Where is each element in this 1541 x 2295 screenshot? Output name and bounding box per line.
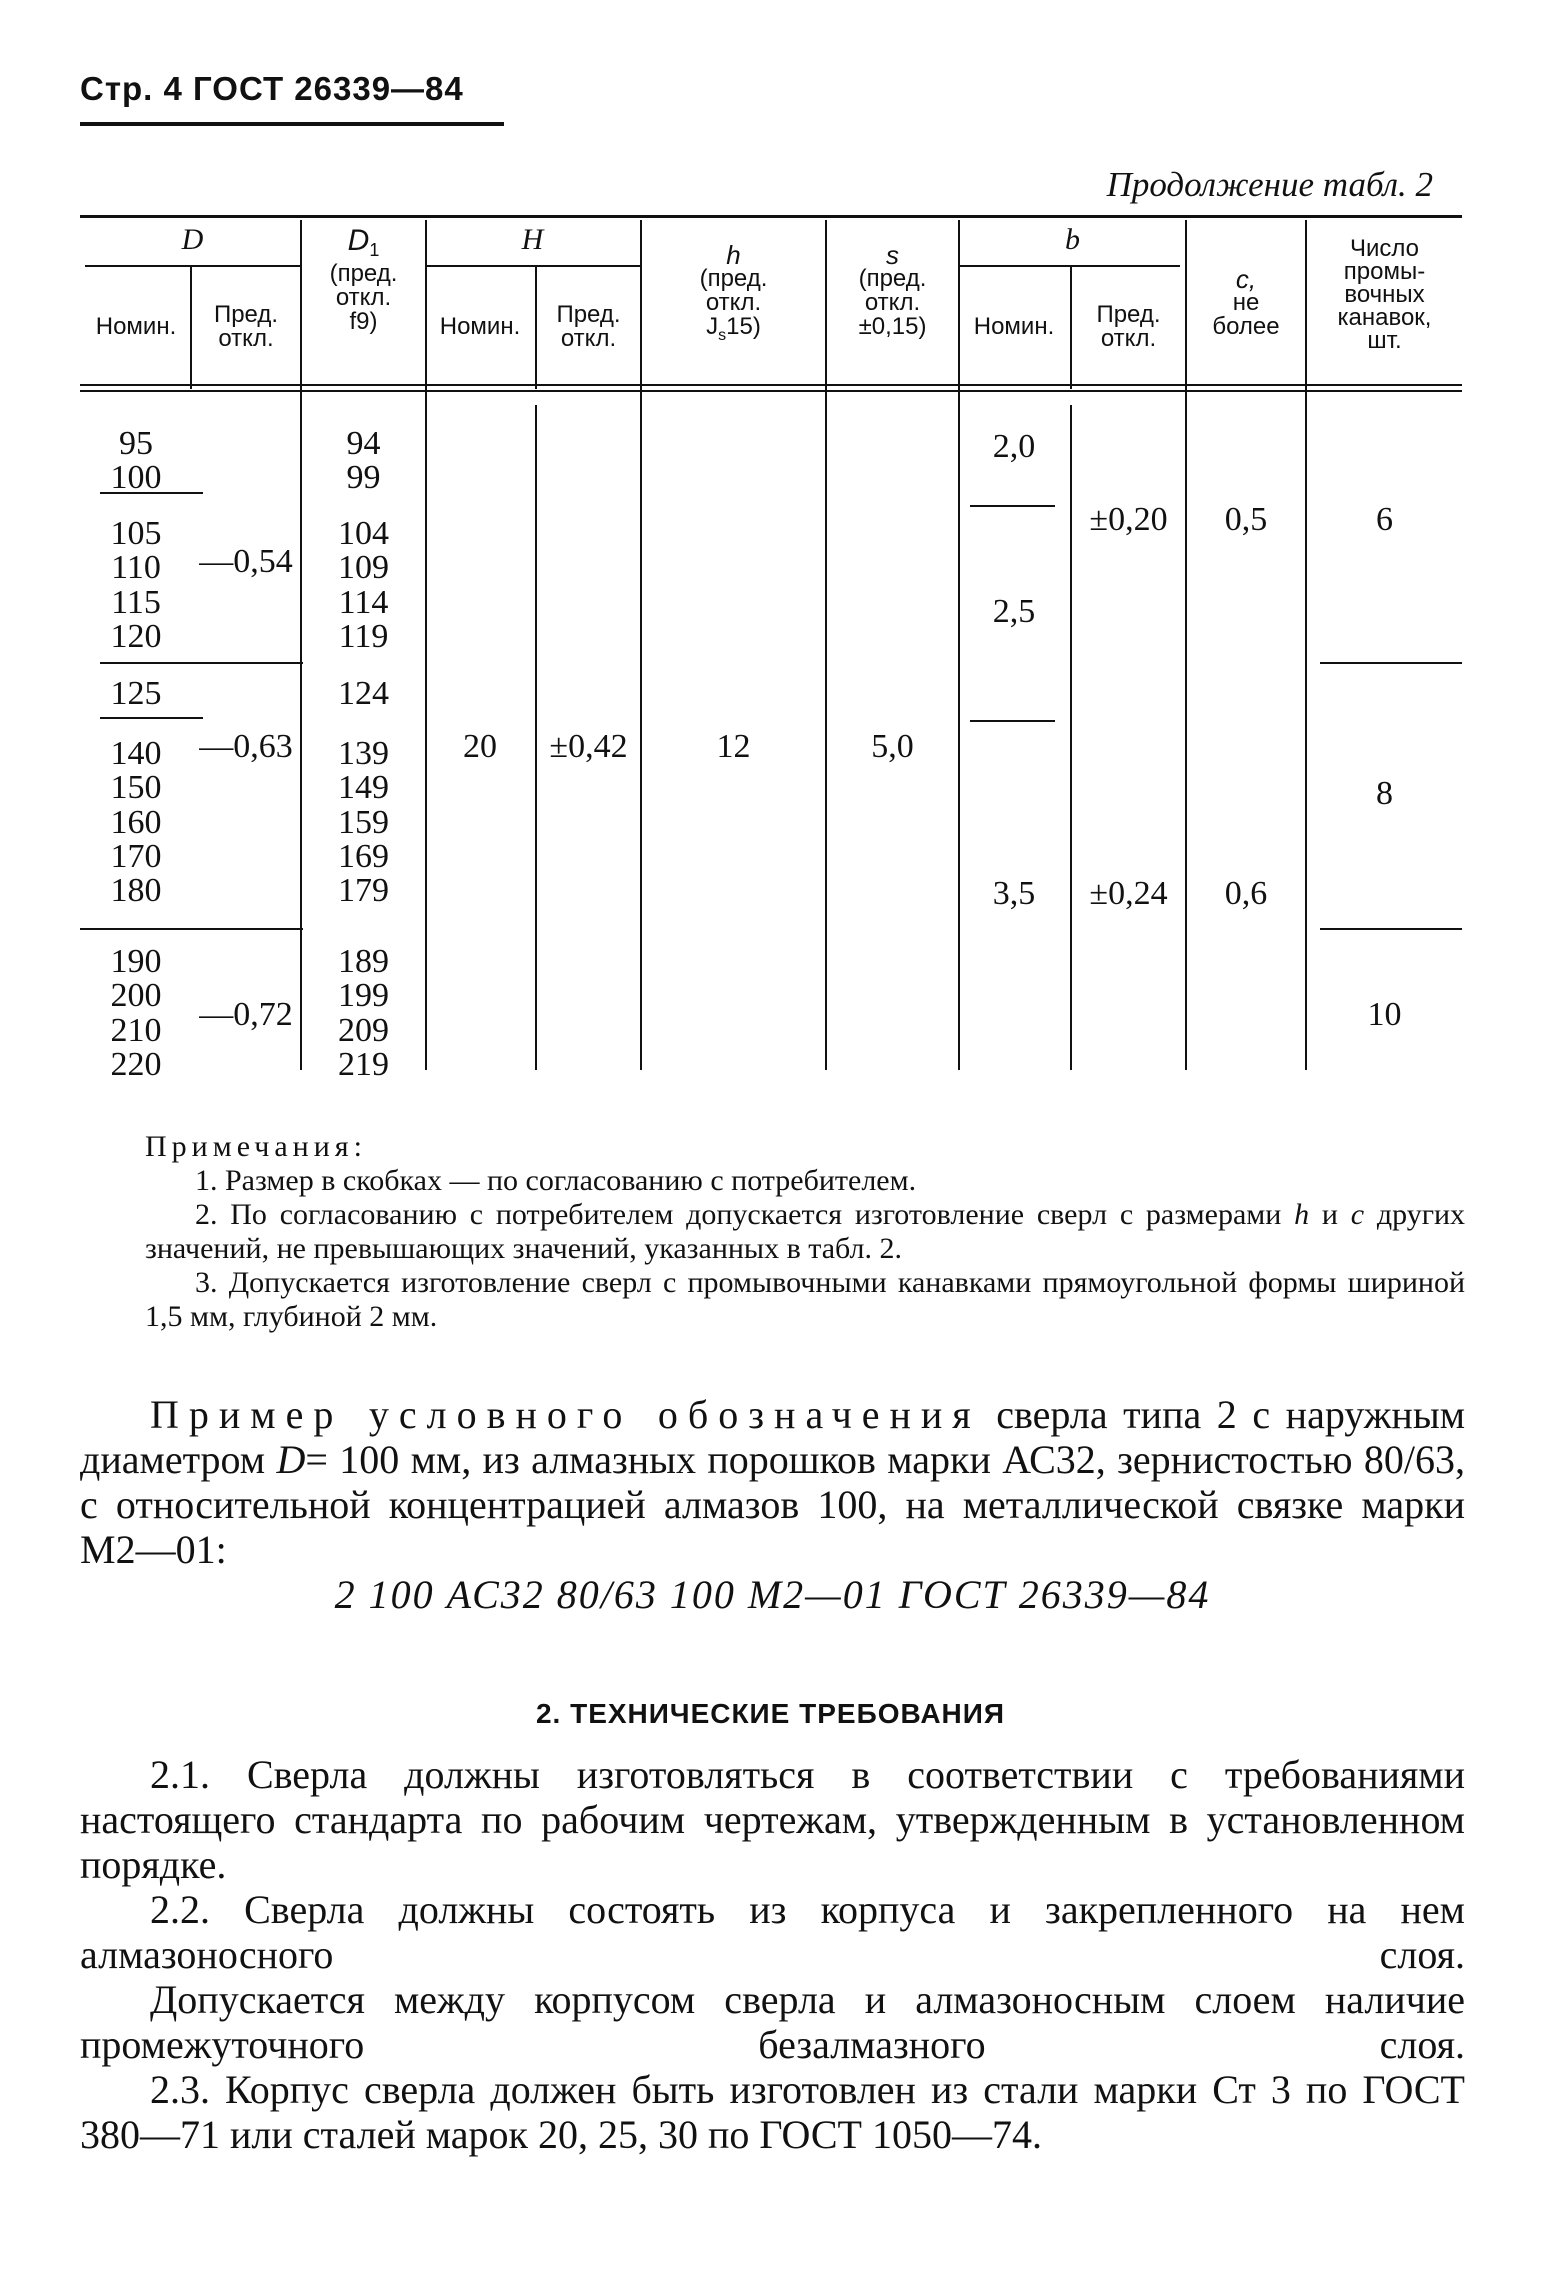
cell-h: 12: [716, 728, 751, 765]
header-H-dev-line2: откл.: [560, 325, 617, 352]
header-D-nominal: Номин.: [95, 313, 177, 340]
group-rule: [200, 662, 303, 664]
table-cell: 199: [338, 977, 389, 1015]
table-cell: 139: [338, 735, 389, 772]
group-rule: [80, 928, 203, 930]
col-rule: [425, 220, 427, 1070]
note-1: 1. Размер в скобках — по согласованию с потребителем.: [195, 1164, 917, 1197]
header-h: [642, 240, 825, 348]
cell-grooves: 10: [1367, 996, 1402, 1033]
col-D1-group: [302, 427, 425, 496]
dimensions-table: [80, 215, 1462, 1120]
table-top-rule: [80, 215, 1462, 218]
group-rule: [970, 505, 1055, 507]
note-2-part-a: 2. По согласованию с потребителем допускается изготовление сверл с размерами: [195, 1198, 1282, 1231]
table-cell: 124: [338, 675, 389, 712]
table-cell: 150: [110, 769, 162, 807]
header-D1-main: D: [347, 224, 370, 257]
table-cell: 99: [346, 459, 381, 497]
table-cell: 95: [119, 425, 153, 462]
col-D1-group: [302, 945, 425, 1082]
header-h-line1: (пред.: [699, 265, 768, 292]
table-cell: 149: [338, 769, 389, 807]
note-2: [145, 1198, 1465, 1266]
group-rule: [100, 717, 203, 719]
header-b-dev-line1: Пред.: [1096, 301, 1161, 328]
note-2-part-d: других значений, не превышающих значений, указанных в табл. 2.: [145, 1198, 1466, 1265]
table-cell: 210: [110, 1011, 162, 1049]
col-rule: [1185, 220, 1187, 1070]
table-notes: [145, 1130, 1465, 1334]
table-cell: 110: [111, 549, 161, 587]
header-b-deviation: [1072, 303, 1185, 351]
table-cell: 109: [338, 549, 389, 587]
example-designation: 2 100 АС32 80/63 100 М2—01 ГОСТ 26339—84: [334, 1572, 1211, 1617]
table-header-rule-1: [80, 384, 1462, 386]
header-D-dev-line1: Пред.: [213, 301, 279, 328]
header-h-line2: откл.: [705, 289, 762, 316]
note-2-h: h: [1294, 1198, 1310, 1231]
cell-D-dev: —0,72: [199, 996, 293, 1033]
header-D1-symbol: [302, 224, 425, 262]
cell-H-dev: ±0,42: [549, 728, 628, 765]
cell-b-nominal: 2,0: [992, 428, 1036, 465]
example-lead: Пример условного обозначения: [150, 1392, 981, 1437]
header-D-dev-line2: откл.: [218, 325, 274, 352]
header-h-js-sub: s: [718, 326, 727, 344]
header-s-line2: откл.: [864, 289, 921, 316]
header-grooves-line4: канавок,: [1337, 304, 1432, 331]
header-grooves-line2: промы-: [1343, 258, 1426, 285]
header-D1-line2: откл.: [335, 283, 392, 311]
paragraph-2-2-addendum: Допускается между корпусом сверла и алмазоносным слоем наличие промежуточного безалмазного слоя.: [80, 1977, 1465, 2067]
header-D1-line1: (пред.: [329, 259, 398, 287]
subheader-rule-D: [85, 265, 300, 267]
table-cell: 220: [110, 1045, 162, 1083]
paragraph-2-1: 2.1. Сверла должны изготовляться в соответствии с требованиями настоящего стандарта по рабочим чертежам, утвержденным в установленном порядке.: [80, 1752, 1465, 1887]
example-D: D: [276, 1437, 306, 1482]
table-cell: 159: [338, 803, 389, 841]
table-cell: 94: [346, 425, 381, 462]
header-h-js-tail: 15): [726, 313, 761, 340]
example-text-b: = 100 мм, из алмазных порошков марки АС32, зернистостью 80/63, с относительной концентрацией алмазов 100, на металлической связке марки М2—01:: [80, 1437, 1466, 1572]
table-header-rule-2: [80, 390, 1462, 392]
paragraph-2-2: 2.2. Сверла должны состоять из корпуса и закрепленного на нем алмазоносного слоя.: [80, 1887, 1465, 1977]
col-D1-group: [302, 737, 425, 908]
header-h-main: h: [726, 240, 741, 270]
table-cell: 180: [110, 872, 162, 910]
table-cell: 170: [110, 837, 162, 875]
cell-c: 0,6: [1224, 875, 1268, 912]
col-rule: [825, 220, 827, 1070]
header-H-nominal: Номин.: [439, 313, 521, 340]
col-rule: [958, 220, 960, 1070]
group-rule: [1320, 662, 1462, 664]
header-s-line3: ±0,15): [858, 313, 927, 340]
cell-grooves: 6: [1376, 501, 1393, 538]
header-H-dev-line1: Пред.: [556, 301, 621, 328]
table-cell: 160: [110, 803, 162, 841]
header-grooves: [1307, 237, 1462, 352]
header-b-dev-line2: откл.: [1100, 325, 1157, 352]
col-D-nominal-group: [80, 517, 192, 654]
col-D-nominal-group: [80, 427, 192, 496]
header-h-js: J: [706, 313, 719, 340]
cell-b-nominal: 2,5: [992, 593, 1036, 630]
table-cell: 125: [110, 675, 162, 712]
header-H: H: [521, 223, 544, 256]
designation-example: [80, 1392, 1465, 1617]
group-rule: [970, 720, 1055, 722]
table-cell: 190: [110, 943, 162, 980]
header-c-line2: более: [1212, 313, 1280, 340]
header-D-deviation: [192, 303, 300, 351]
header-D1-sub: 1: [369, 239, 380, 260]
table-cell: 114: [338, 583, 389, 621]
header-grooves-line5: шт.: [1367, 327, 1402, 354]
col-D-nominal-group: [80, 945, 192, 1082]
header-H-deviation: [537, 303, 640, 351]
group-rule: [100, 662, 203, 664]
group-rule: [200, 928, 303, 930]
col-D-nominal-group: [80, 677, 192, 711]
group-rule: [1320, 928, 1462, 930]
paragraph-2-3: 2.3. Корпус сверла должен быть изготовлен из стали марки Ст 3 по ГОСТ 380—71 или сталей марок 20, 25, 30 по ГОСТ 1050—74.: [80, 2067, 1465, 2157]
table-cell: 200: [110, 977, 162, 1015]
col-D1-group: [302, 677, 425, 711]
table-cell: 219: [338, 1045, 389, 1083]
example-text-a: сверла типа 2 с наружным диаметром: [80, 1392, 1465, 1482]
cell-c: 0,5: [1224, 501, 1268, 538]
cell-b-nominal: 3,5: [992, 875, 1036, 912]
header-s-main: s: [886, 240, 899, 270]
header-h-line3: [642, 315, 825, 348]
table-cell: 209: [338, 1011, 389, 1049]
table-cell: 189: [338, 943, 389, 980]
subheader-rule-H: [425, 265, 640, 267]
header-rule: [80, 122, 504, 126]
page-number: Стр. 4: [80, 70, 183, 107]
table-cell: 100: [110, 459, 162, 497]
table-cell: 120: [110, 617, 162, 655]
example-paragraph: [80, 1392, 1465, 1572]
header-c-main: c,: [1235, 264, 1257, 294]
header-c-line1: не: [1232, 289, 1260, 316]
table-cell: 119: [338, 617, 389, 655]
header-c: [1187, 264, 1305, 340]
page-header: [80, 70, 464, 108]
cell-b-dev: ±0,24: [1089, 875, 1168, 912]
note-2-and: и: [1321, 1198, 1338, 1231]
header-D: D: [181, 223, 204, 256]
header-D1: [302, 224, 425, 335]
note-3: 3. Допускается изготовление сверл с промывочными канавками прямоугольной формы шириной 1,5 мм, глубиной 2 мм.: [145, 1266, 1465, 1333]
cell-H-nominal: 20: [463, 728, 497, 765]
cell-b-dev: ±0,20: [1089, 501, 1168, 538]
col-D-nominal-group: [80, 737, 192, 908]
header-b-nominal: Номин.: [973, 313, 1055, 340]
notes-title: Примечания:: [145, 1130, 367, 1163]
table-cell: 140: [110, 735, 162, 772]
cell-grooves: 8: [1376, 775, 1393, 812]
header-grooves-line3: вочных: [1344, 281, 1425, 308]
cell-D-dev: —0,63: [199, 728, 293, 765]
cell-D-dev: —0,54: [199, 543, 293, 580]
note-2-c: c: [1350, 1198, 1365, 1231]
technical-requirements: [80, 1752, 1465, 2157]
table-cell: 169: [338, 837, 389, 875]
header-s: [827, 240, 958, 340]
header-s-line1: (пред.: [858, 265, 927, 292]
header-D1-line3: f9): [349, 307, 378, 335]
table-cell: 115: [111, 583, 161, 621]
header-b: b: [1065, 223, 1080, 256]
cell-s: 5,0: [871, 728, 914, 765]
col-D1-group: [302, 517, 425, 654]
table-cell: 179: [338, 872, 389, 910]
standard-number: ГОСТ 26339—84: [193, 70, 464, 107]
table-cell: 104: [338, 515, 389, 552]
table-cell: 105: [110, 515, 162, 552]
table-continuation-caption: Продолжение табл. 2: [1106, 165, 1433, 204]
section-title: 2. ТЕХНИЧЕСКИЕ ТРЕБОВАНИЯ: [535, 1698, 1006, 1729]
header-grooves-line1: Число: [1349, 235, 1420, 262]
